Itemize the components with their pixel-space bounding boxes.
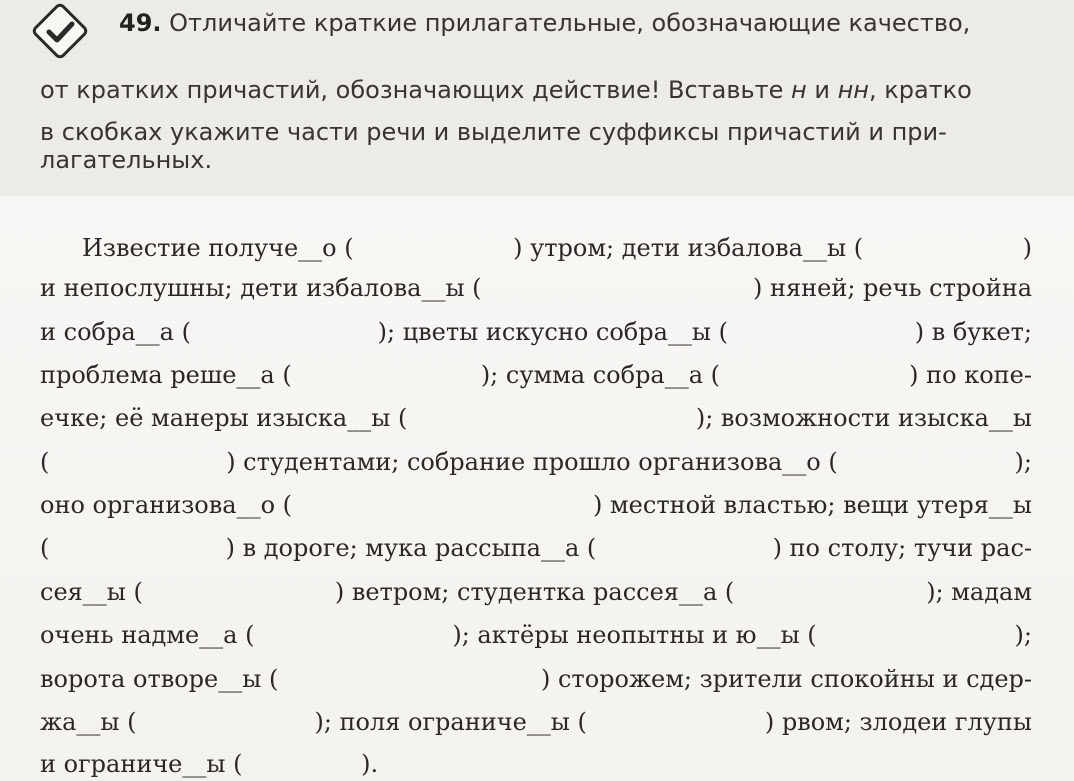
exercise-line-11 [40,667,1032,691]
exercise-segment: жа__ы ( [40,708,137,736]
exercise-segment: ); [1014,448,1032,476]
check-icon [31,2,89,60]
exercise-segment: и ограниче__ы ( [40,750,243,778]
exercise-line-9 [40,580,1032,604]
exercise-segment: ) утром; дети избалова__ы ( [513,234,864,262]
exercise-segment: и собра__а ( [40,318,191,346]
exercise-segment: ) в букет; [914,318,1032,346]
exercise-segment: ); возможности изыска__ы [695,404,1032,432]
exercise-segment: сея__ы ( [40,578,143,606]
exercise-segment: ( [40,534,50,562]
exercise-line-8 [40,536,1032,560]
exercise-line-7 [40,493,1032,517]
exercise-segment: ) по копе- [909,361,1032,389]
exercise-segment: ) местной властью; вещи утеря__ы [593,491,1032,519]
exercise-segment: ) сторожем; зрители спокойны и сдер- [540,665,1032,693]
exercise-segment: ); [1014,621,1032,649]
task-title-line-3 [40,120,947,144]
task-text-line-3: в скобках укажите части речи и выделите суффиксы причастий и при- [40,118,947,146]
exercise-line-2 [40,276,1032,300]
task-title-line-4 [40,148,212,172]
exercise-segment: ) студентами; собрание прошло организова__о ( [226,448,838,476]
exercise-segment: ечке; её манеры изыска__ы ( [40,404,408,432]
task-title-line-1 [119,11,970,35]
exercise-segment: ). [361,750,379,778]
exercise-segment: Известие получе__о ( [82,234,354,262]
exercise-segment: ); цветы искусно собра__ы ( [377,318,729,346]
exercise-segment: и непослушны; дети избалова__ы ( [40,274,482,302]
exercise-segment: ); актёры неопытны и ю__ы ( [452,621,817,649]
task-letter-nn: нн [837,76,869,104]
exercise-segment: оно организова__о ( [40,491,293,519]
exercise-segment: ) по столу; тучи рас- [772,534,1032,562]
exercise-line-13 [40,752,1032,776]
exercise-segment: ); мадам [926,578,1032,606]
exercise-segment: очень надме__а ( [40,621,255,649]
exercise-segment: ) ветром; студентка рассея__а ( [334,578,735,606]
exercise-line-12 [40,710,1032,734]
exercise-line-4 [40,363,1032,387]
exercise-segment: ) рвом; злодеи глупы [764,708,1032,736]
exercise-segment: ) в дороге; мука рассыпа__а ( [225,534,597,562]
exercise-line-10 [40,623,1032,647]
exercise-line-1 [82,236,1032,260]
exercise-segment: ) [1022,234,1032,262]
task-text-line-2-end: , кратко [868,76,972,104]
exercise-line-3 [40,320,1032,344]
exercise-segment: ( [40,448,50,476]
task-letter-n: н [791,76,807,104]
task-text-line-2-start: от кратких причастий, обозначающих действие! Вставьте [40,76,792,104]
exercise-segment: ); сумма собра__а ( [480,361,721,389]
task-title-line-2 [40,78,972,102]
exercise-segment: ворота отворе__ы ( [40,665,279,693]
exercise-line-5 [40,406,1032,430]
exercise-line-6 [40,450,1032,474]
exercise-segment: ) няней; речь стройна [753,274,1032,302]
task-text-line-4: лагательных. [40,146,213,174]
exercise-segment: проблема реше__а ( [40,361,292,389]
exercise-segment: ); поля ограниче__ы ( [314,708,587,736]
task-number: 49. [119,9,162,37]
task-text-line-2-mid: и [806,76,838,104]
task-text-line-1: Отличайте краткие прилагательные, обозначающие качество, [169,9,971,37]
